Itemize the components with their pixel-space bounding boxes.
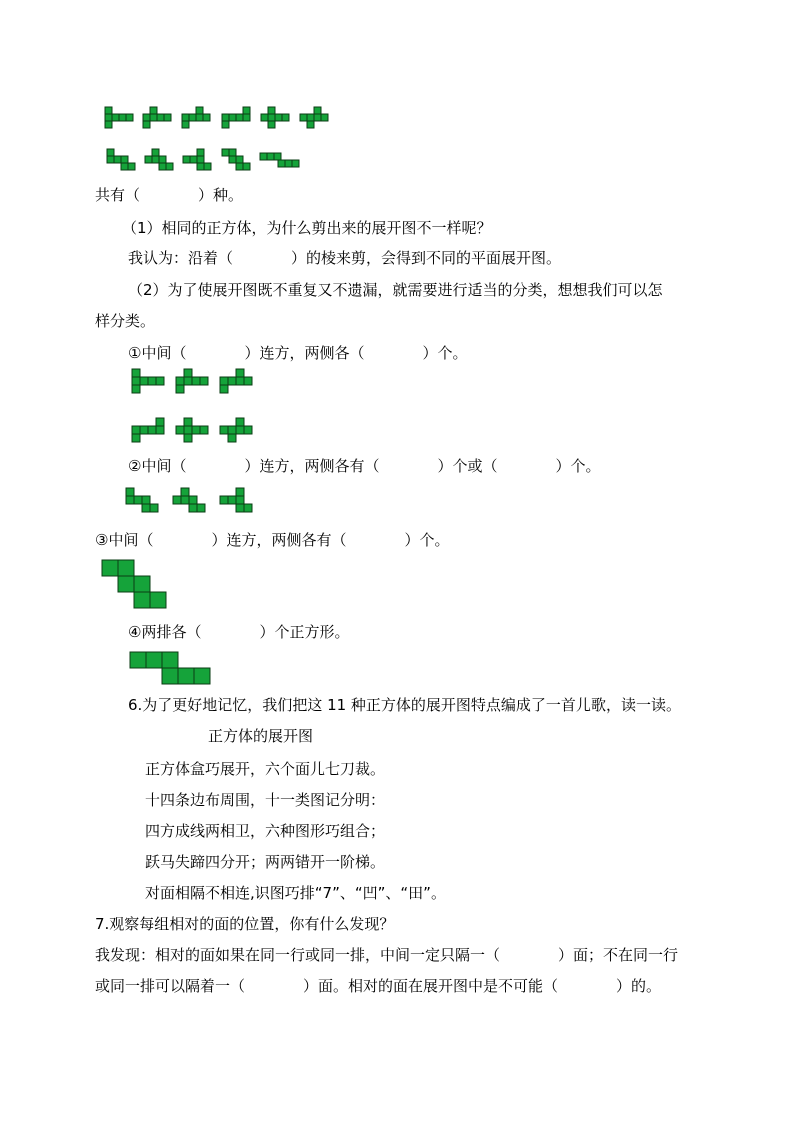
net-cat1-1 <box>131 368 171 398</box>
category-3: ③中间（ ）连方，两侧各有（ ）个。 <box>95 531 450 549</box>
net-top-4 <box>221 106 257 132</box>
net-cat1-6 <box>219 417 259 447</box>
question-2-line-1: （2）为了使展开图既不重复又不遗漏，就需要进行适当的分类，想想我们可以怎 <box>128 281 663 299</box>
net-top-2 <box>142 106 178 132</box>
question-6: 6.为了更好地记忆，我们把这 11 种正方体的展开图特点编成了一首儿歌，读一读。 <box>128 696 681 714</box>
poem-line-3: 四方成线两相卫，六种图形巧组合； <box>145 822 386 840</box>
category-1: ①中间（ ）连方，两侧各（ ）个。 <box>128 344 468 362</box>
count-line: 共有（ ）种。 <box>95 186 244 204</box>
net-cat1-4 <box>131 417 171 447</box>
question-1: （1）相同的正方体，为什么剪出来的展开图不一样呢？ <box>122 219 492 237</box>
net-cat2-1 <box>125 487 167 517</box>
question-7-answer-line-1: 我发现：相对的面如果在同一行或同一排，中间一定只隔一（ ）面；不在同一行 <box>95 946 679 964</box>
net-top-7 <box>106 148 142 174</box>
poem-line-5: 对面相隔不相连,识图巧排“7”、“凹”、“田”。 <box>145 884 446 902</box>
net-top-6 <box>299 106 335 132</box>
net-cat1-2 <box>175 368 215 398</box>
net-top-8 <box>144 148 180 174</box>
net-cat3 <box>101 559 167 609</box>
poem-line-1: 正方体盒巧展开，六个面儿七刀裁。 <box>145 760 386 778</box>
question-2-line-2: 样分类。 <box>95 312 156 330</box>
net-cat1-5 <box>175 417 215 447</box>
net-top-11 <box>259 152 301 170</box>
net-top-3 <box>181 106 217 132</box>
question-7: 7.观察每组相对的面的位置，你有什么发现？ <box>95 915 395 933</box>
net-cat1-3 <box>219 368 259 398</box>
net-top-1 <box>104 106 140 132</box>
poem-title: 正方体的展开图 <box>208 727 314 745</box>
poem-line-2: 十四条边布周围，十一类图记分明： <box>145 791 386 809</box>
poem-line-4: 跃马失蹄四分开；两两错开一阶梯。 <box>145 853 386 871</box>
net-top-9 <box>182 148 218 174</box>
category-4: ④两排各（ ）个正方形。 <box>128 623 350 641</box>
question-7-answer-line-2: 或同一排可以隔着一（ ）面。相对的面在展开图中是不可能（ ）的。 <box>95 977 662 995</box>
net-top-5 <box>260 106 296 132</box>
net-cat4 <box>129 651 211 687</box>
net-top-10 <box>221 148 257 174</box>
category-2: ②中间（ ）连方，两侧各有（ ）个或（ ）个。 <box>128 457 601 475</box>
net-cat2-3 <box>219 487 261 517</box>
net-cat2-2 <box>172 487 214 517</box>
question-1-answer: 我认为：沿着（ ）的棱来剪，会得到不同的平面展开图。 <box>128 249 562 267</box>
